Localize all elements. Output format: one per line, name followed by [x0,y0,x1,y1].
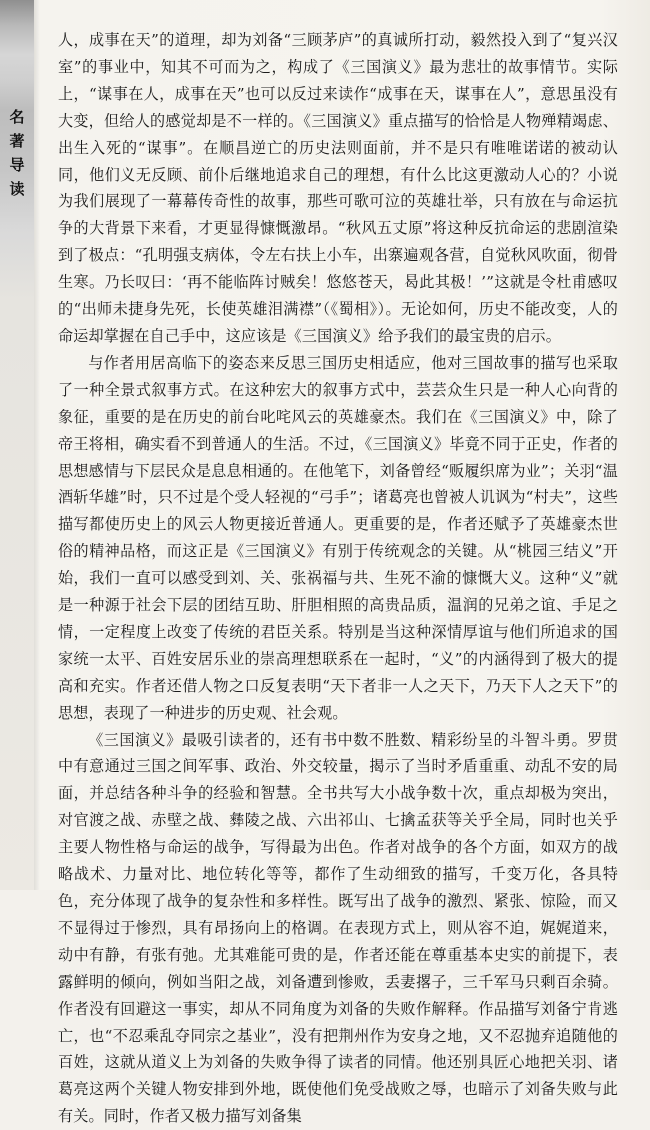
paragraph-continuation: 人，成事在天”的道理，却为刘备“三顾茅庐”的真诚所打动，毅然投入到了“复兴汉室”的事业中，知其不可而为之，构成了《三国演义》最为悲壮的故事情节。实际上，“谋事在人，成事在天”也可以反过来读作“成事在天，谋事在人”，意思虽没有大变，但给人的感觉却是不一样的。《三国演义》重点描写的恰恰是人物殚精竭虑、出生入死的“谋事”。在顺昌逆亡的历史法则面前，并不是只有唯唯诺诺的被动认同，他们义无反顾、前仆后继地追求自己的理想，有什么比这更激动人心的？小说为我们展现了一幕幕传奇性的故事，那些可歌可泣的英雄壮举，只有放在与命运抗争的大背景下来看，才更显得慷慨激昂。“秋风五丈原”将这种反抗命运的悲剧渲染到了极点：“孔明强支病体，令左右扶上小车，出寨遍观各营，自觉秋风吹面，彻骨生寒。乃长叹曰：‘再不能临阵讨贼矣！悠悠苍天，曷此其极！’”这就是令杜甫感叹的“出师未捷身先死，长使英雄泪满襟”（《蜀相》）。无论如何，历史不能改变，人的命运却掌握在自己手中，这应该是《三国演义》给予我们的最宝贵的启示。 [58,31,618,345]
section-label-char: 著 [9,132,25,150]
paragraph-narrative-style: 与作者用居高临下的姿态来反思三国历史相适应，他对三国故事的描写也采取了一种全景式叙事方式。在这种宏大的叙事方式中，芸芸众生只是一种人心向背的象征，重要的是在历史的前台叱咤风云的英雄豪杰。我们在《三国演义》中，除了帝王将相，确实看不到普通人的生活。不过，《三国演义》毕竟不同于正史，作者的思想感情与下层民众是息息相通的。在他笔下，刘备曾经“贩履织席为业”；关羽“温酒斩华雄”时，只不过是个受人轻视的“弓手”；诸葛亮也曾被人讥讽为“村夫”，这些描写都使历史上的风云人物更接近普通人。更重要的是，作者还赋予了英雄豪杰世俗的精神品格，而这正是《三国演义》有别于传统观念的关键。从“桃园三结义”开始，我们一直可以感受到刘、关、张祸福与共、生死不渝的慷慨大义。这种“义”就是一种源于社会下层的团结互助、肝胆相照的高贵品质，温润的兄弟之谊、手足之情，一定程度上改变了传统的君臣关系。特别是当这种深情厚谊与他们所追求的国家统一太平、百姓安居乐业的崇高理想联系在一起时，“义”的内涵得到了极大的提高和充实。作者还借人物之口反复表明“天下者非一人之天下，乃天下人之天下”的思想，表现了一种进步的历史观、社会观。 [58,353,618,722]
section-label-char: 导 [9,156,25,174]
section-label [6,108,28,198]
paragraph-battles: 《三国演义》最吸引读者的，还有书中数不胜数、精彩纷呈的斗智斗勇。罗贯中有意通过三国之间军事、政治、外交较量，揭示了当时矛盾重重、动乱不安的局面，并总结各种斗争的经验和智慧。全书共写大小战争数十次，重点却极为突出，对官渡之战、赤壁之战、彝陵之战、六出祁山、七擒孟获等关乎全局，同时也关乎主要人物性格与命运的战争，写得最为出色。作者对战争的各个方面，如双方的战略战术、力量对比、地位转化等等，都作了生动细致的描写，千变万化，各具特色，充分体现了战争的复杂性和多样性。既写出了战争的激烈、紧张、惊险，而又不显得过于惨烈，具有昂扬向上的格调。在表现方式上，则从容不迫，娓娓道来，动中有静，有张有弛。尤其难能可贵的是，作者还能在尊重基本史实的前提下，表露鲜明的倾向，例如当阳之战，刘备遭到惨败，丢妻撂子，三千军马只剩百余骑。作者没有回避这一事实，却从不同角度为刘备的失败作解释。作品描写刘备宁肯逃亡，也“不忍乘乱夺同宗之基业”，没有把荆州作为安身之地，又不忍抛弃追随他的百姓，这就从道义上为刘备的失败争得了读者的同情。他还别具匠心地把关羽、诸葛亮这两个关键人物安排到外地，既使他们免受战败之辱，也暗示了刘备失败与此有关。同时，作者又极力描写刘备集 [58,730,618,1126]
section-label-char: 名 [9,108,25,126]
binding-shadow [34,0,40,890]
body-text [58,27,618,1130]
section-label-char: 读 [9,180,25,198]
